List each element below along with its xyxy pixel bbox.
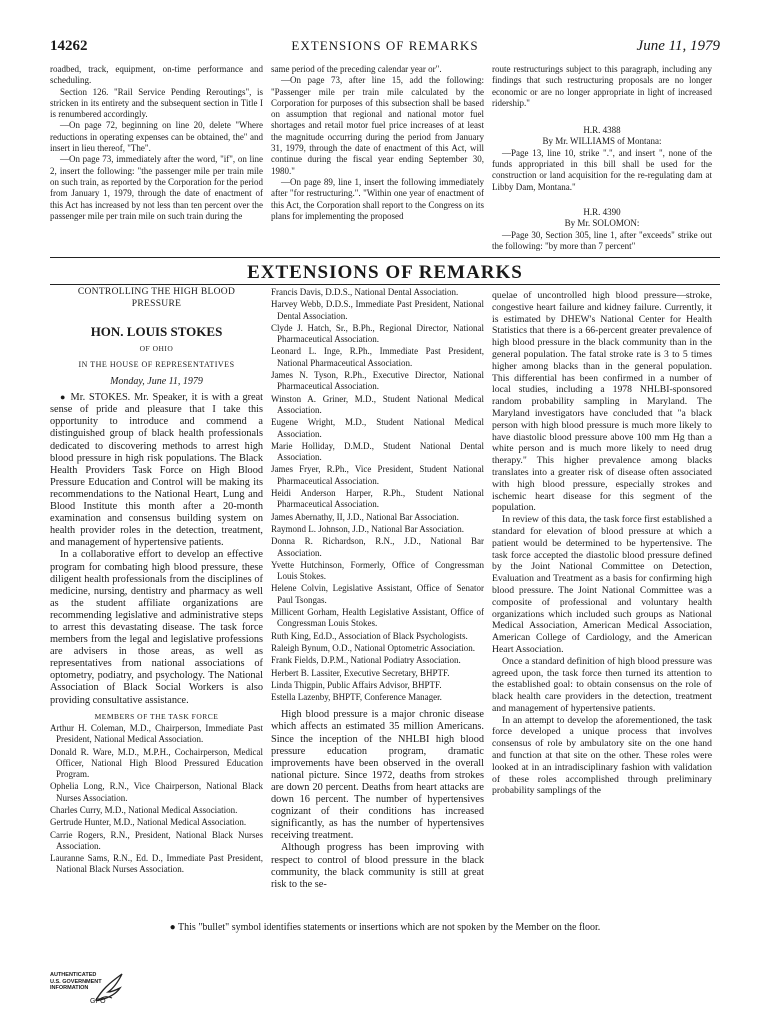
footnote-text: This "bullet" symbol identifies statements or insertions which are not spoken by the Member on the floor. [178,922,601,933]
list-item: Carrie Rogers, R.N., President, National Black Nurses Association. [50,829,263,851]
paragraph: Once a standard definition of high blood pressure was agreed upon, the task force then turned its attention to the established goal: to obtain consensus on the role of black health care providers in the detection, treatment and management of hypertensive patients. [492,655,712,714]
list-item: Gertrude Hunter, M.D., National Medical Association. [50,817,247,828]
paragraph: In review of this data, the task force first established a standard for elevation of blood pressure at which a patient would be determined to be hypertensive. The task force accepted the diastolic blood pressure defined by the Joint National Committee on Detection, Evaluation and Treatment as a basis for confirming high blood pressure. The Joint National Committee was a composite of professional and voluntary health organizations which included such groups as National Medical Association, American Medical Association, American College of Cardiology, and the American Heart Association. [492,514,712,655]
gpo-label: GPO [90,998,106,1005]
bill-sponsor: By Mr. WILLIAMS of Montana: [542,136,662,147]
paragraph: High blood pressure is a major chronic disease which affects an estimated 35 million Americans. Since the inception of the NHLBI high blood pressure education program, dramatic improvements have been observed in the overall national picture. Since 1972, deaths from strokes are down 20 percent. Deaths from heart attacks are down 16 percent. The number of hypertensives cognizant of their conditions has increased significantly, as has the number of hypertensives receiving treatment. [271,709,484,842]
list-item: Frank Fields, D.P.M., National Podiatry Association. [271,655,461,666]
speaker-name: HON. LOUIS STOKES [90,324,223,339]
article-title-cont: PRESSURE [131,299,182,309]
title-underline [50,284,720,285]
top-column-2 [271,64,484,222]
list-item: Harvey Webb, D.D.S., Immediate Past President, National Dental Association. [271,299,484,321]
paragraph: route restructurings subject to this paragraph, including any findings that such restructuring proposals are no longer economic or are no longer appropriate in light of increased ridership." [492,64,712,108]
bill-sponsor: By Mr. SOLOMON: [564,218,640,229]
list-item: Ruth King, Ed.D., Association of Black Psychologists. [271,630,468,641]
list-item: Lauranne Sams, R.N., Ed. D., Immediate Past President, National Black Nurses Association. [50,853,263,875]
list-item: James N. Tyson, R.Ph., Executive Director, National Pharmaceutical Association. [271,370,484,392]
list-item: James Abernathy, II, J.D., National Bar Association. [271,511,459,522]
paragraph-text: Mr. STOKES. Mr. Speaker, it is with a great sense of pride and pleasure that I take this opportunity to introduce and commend a distinguished group of black health professionals dedicated to discovering methods to arrest high blood pressure in high risk populations. The Black Health Providers Task Force on High Blood Pressure Education and Control will be making its recommendations to the National Heart, Lung and Blood Institute this month after a 20-month examination and consensus building system on health provider roles in the detection, treatment, and management of hypertensive patients. [50,392,264,549]
list-item: Millicent Gorham, Health Legislative Assistant, Office of Congressman Louis Stokes. [271,607,484,629]
gpo-line: AUTHENTICATED [50,972,97,978]
paragraph: —On page 73, immediately after the word, "if", on line 2, insert the following: "the passenger mile per train mile on such train, as reported by the Corporation for the period from January 1, 1979, through the date of enactment of this Act has increased by not less than ten percent over the passenger mile per train mile on such train during the [50,154,263,221]
bullet-icon: ● [60,392,67,403]
remarks-date: Monday, June 11, 1979 [110,375,203,387]
running-title: EXTENSIONS OF REMARKS [291,38,479,53]
paragraph: —On page 72, beginning on line 20, delete "Where reductions in operating expenses can be obtained, the" and insert in lieu thereof, "The". [50,120,263,154]
footnote [50,922,720,933]
top-column-1 [50,64,263,222]
list-item: Ophelia Long, R.N., Vice Chairperson, National Black Nurses Association. [50,781,263,803]
list-item: Yvette Hutchinson, Formerly, Office of Congressman Louis Stokes. [271,559,484,582]
list-item: Heidi Anderson Harper, R.Ph., Student National Pharmaceutical Association. [271,488,484,510]
list-item: Estella Lazenby, BHPTF, Conference Manager. [271,692,442,703]
paragraph: same period of the preceding calendar year or". [271,64,442,74]
list-item: Herbert B. Lassiter, Executive Secretary, BHPTF. [271,667,450,678]
list-item: Arthur H. Coleman, M.D., Chairperson, Immediate Past President, National Medical Association. [50,722,263,745]
section-title: EXTENSIONS OF REMARKS [247,262,523,283]
gpo-line: U.S. GOVERNMENT [50,978,102,985]
list-item: Clyde J. Hatch, Sr., B.Ph., Regional Director, National Pharmaceutical Association. [271,322,484,345]
paragraph: Although progress has been improving with respect to control of blood pressure in the black community, the black community is still at great risk to the se- [271,842,484,890]
paragraph: —Page 30, Section 305, line 1, after "exceeds" strike out the following: "by more than 7 percent" [492,229,712,251]
article-title: CONTROLLING THE HIGH BLOOD [77,287,236,297]
list-item: Leonard L. Inge, R.Ph., Immediate Past President, National Pharmaceutical Association. [271,346,484,368]
chamber: IN THE HOUSE OF REPRESENTATIVES [78,359,235,369]
paragraph [50,391,263,549]
list-item: Eugene Wright, M.D., Student National Medical Association. [271,417,484,439]
list-item: Winston A. Griner, M.D., Student National Medical Association. [271,393,484,415]
bill-number: H.R. 4388 [583,125,621,136]
speaker-state: OF OHIO [139,344,174,354]
members-header: MEMBERS OF THE TASK FORCE [94,711,219,721]
list-item: James Fryer, R.Ph., Vice President, Student National Pharmaceutical Association. [271,464,484,486]
list-item: Raymond L. Johnson, J.D., National Bar Association. [271,523,464,534]
paragraph: quelae of uncontrolled high blood pressure—stroke, congestive heart failure and kidney failure. Currently, it is estimated by DHEW's National Center for Health Statistics that there is a 66-percent greater prevalence of high blood pressure in the black community than in the general population. The fatal stroke rate is 3 to 5 times higher among blacks than in the general population. This differential has been confirmed in a number of local studies, including a 1978 NHLBI-sponsored random probability sampling in Maryland. The Maryland investigators have concluded that "a black person with high blood pressure is much more likely to have diastolic blood pressure above 100 mm Hg than a white person and is much more likely to need drug therapy." This higher prevalence among blacks translates into a greater risk of disease often associated with high blood pressure, especially strokes and ischemic heart disease for this segment of the population. [492,290,712,514]
top-column-3 [492,64,712,252]
paragraph: In a collaborative effort to develop an effective program for combating high blood pressure, these diligent health professionals from the disciplines of medicine, nursing, dentistry and pharmacy as well as the student affiliate organizations are recommending legislative and administrative steps to arrest this devastating disease. The task force members from the legal and legislative professions are advisers in those areas, as well as representatives from national associations of optometry, podiatry, and psychology. The National Association of Black Social Workers is also providing consultative assistance. [50,549,263,706]
body-column-3 [492,290,712,797]
list-item: Linda Thigpin, Public Affairs Advisor, BHPTF. [271,679,442,690]
paragraph: —On page 73, after line 15, add the following: "Passenger mile per train mile calculated by the Corporation for purposes of this subsection shall be based on assumption that regional and national motor fuel shortages and retail motor fuel price increases of at least the magnitude occurring during the period from January 31, 1979, through the date of enactment of this Act, will continue during the fiscal year ending September 30, 1980." [271,75,484,176]
list-item: Francis Davis, D.D.S., National Dental Association. [271,287,459,297]
paragraph: In an attempt to develop the aforementioned, the task force developed a unique process that involves consensus of role by ambulatory site on the one hand and function at that site on the other. These roles were looked at in an intradisciplinary fashion with validation of these roles accomplished through preliminary probability samplings of the [492,714,712,797]
body-column-2 [271,286,484,891]
list-item: Raleigh Bynum, O.D., National Optometric Association. [271,642,475,653]
list-item: Donna R. Richardson, R.N., J.D., National Bar Association. [271,536,484,558]
page-header [50,38,720,58]
list-item: Donald R. Ware, M.D., M.P.H., Cochairperson, Medical Officer, National High Blood Pressured Education Program. [50,746,263,780]
section-divider [50,257,720,258]
bullet-icon: ● [169,922,176,933]
list-item: Marie Holliday, D.M.D., Student National Dental Association. [271,440,484,463]
paragraph: —On page 89, line 1, insert the following immediately after "for restructuring.". "Within one year of enactment of this Act, the Corporation shall report to the Congress on its plans for implementing the proposed [271,176,484,221]
bill-number: H.R. 4390 [583,206,621,217]
paragraph: —Page 13, line 10, strike ".", and insert ", none of the funds appropriated in this bill shall be used for the construction or land acquisition for the re-regulating dam at Libby Dam, Montana." [492,147,712,192]
list-item: Charles Curry, M.D., National Medical Association. [50,805,238,815]
body-column-1 [50,286,263,876]
page-number: 14262 [50,38,88,54]
paragraph: roadbed, track, equipment, on-time performance and scheduling. [50,64,263,86]
paragraph: Section 126. "Rail Service Pending Reroutings", is stricken in its entirety and the subsequent section in Title I is renumbered accordingly. [50,86,263,120]
header-date: June 11, 1979 [636,38,720,54]
gpo-line: INFORMATION [50,985,89,991]
list-item: Helene Colvin, Legislative Assistant, Office of Senator Paul Tsongas. [271,583,484,605]
